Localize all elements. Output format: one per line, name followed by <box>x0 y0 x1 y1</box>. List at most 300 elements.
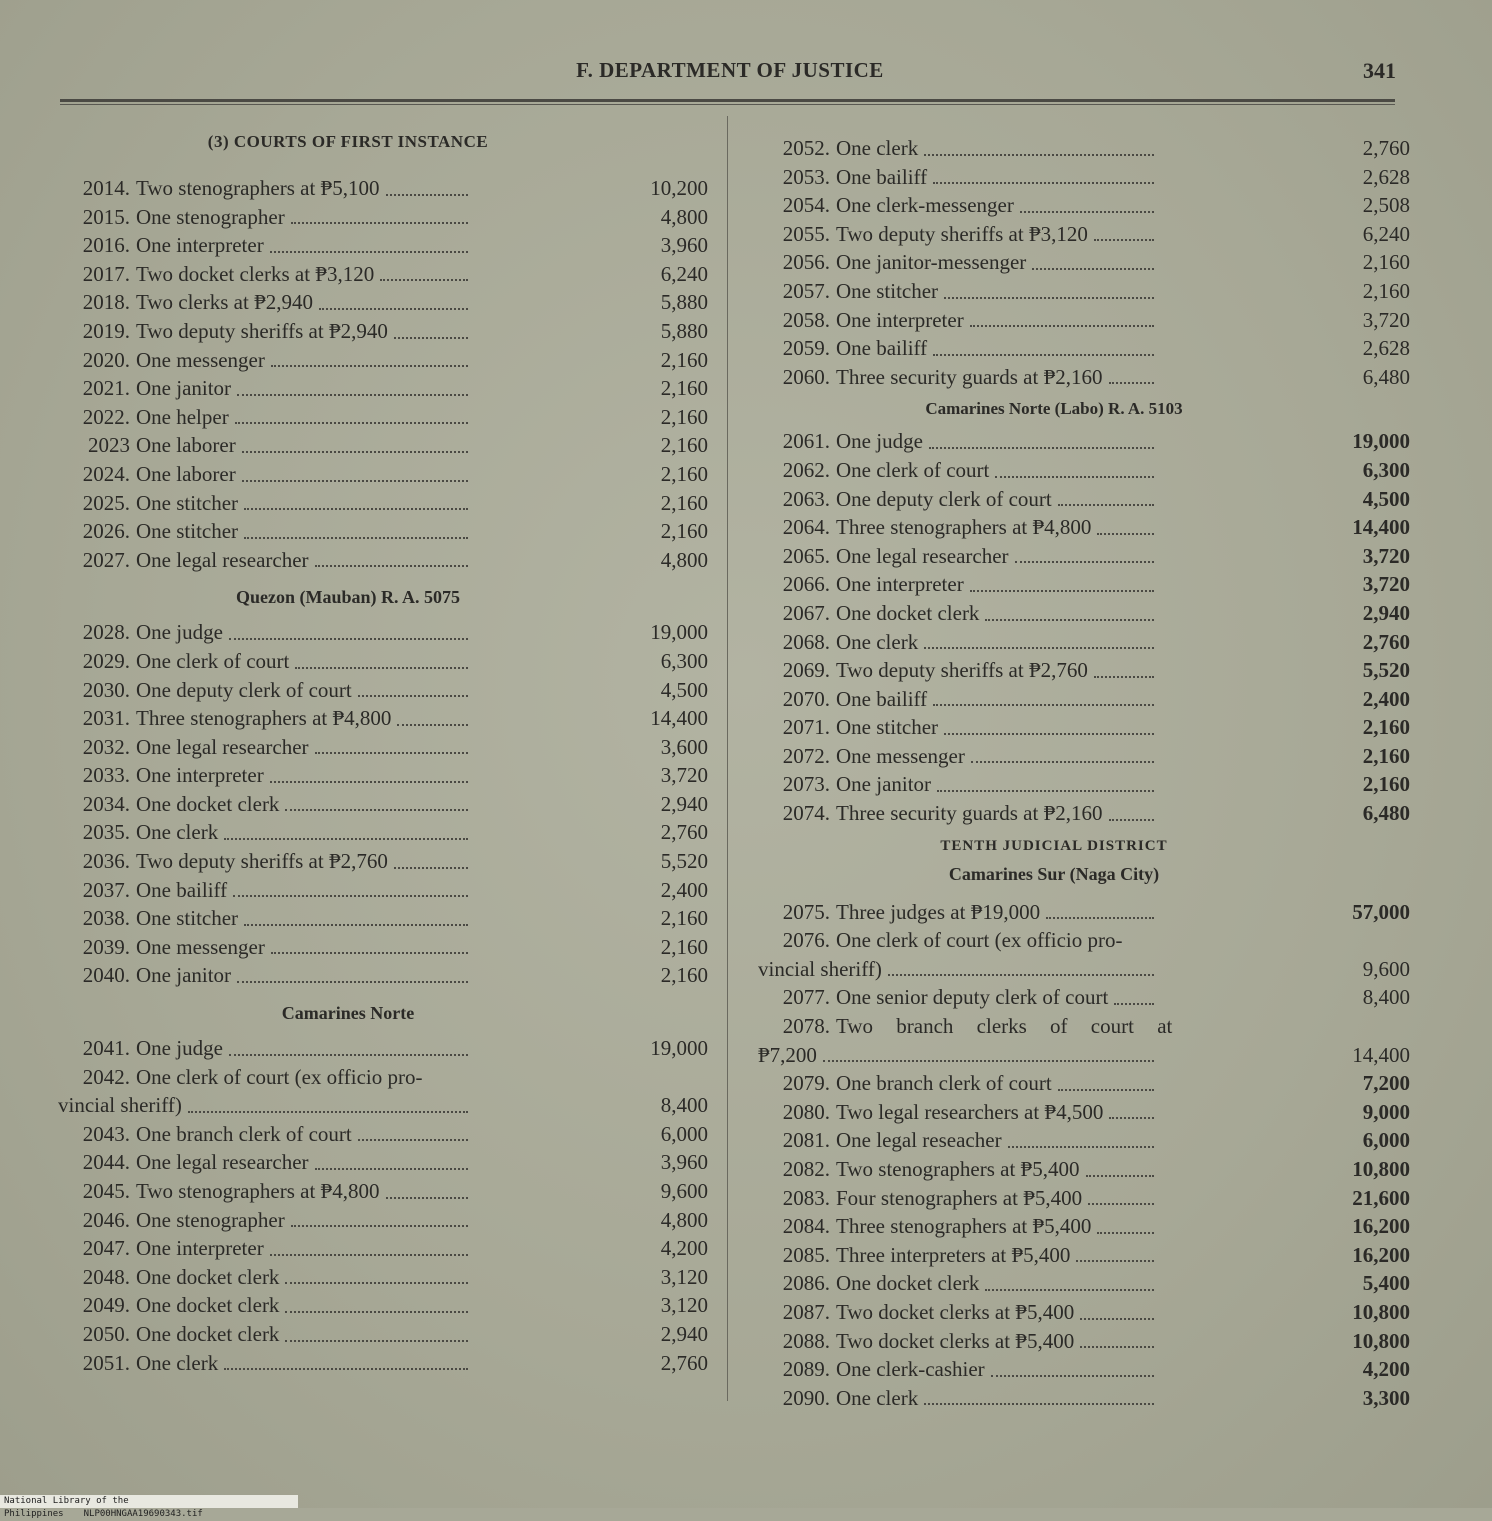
dot-leader <box>1097 532 1154 535</box>
dot-leader <box>224 1367 468 1370</box>
entry-number: 2015. <box>82 204 130 229</box>
entry-row <box>58 1177 708 1206</box>
entry-number: 2043. <box>82 1121 130 1146</box>
dot-leader <box>242 450 468 453</box>
dot-leader <box>229 1053 468 1056</box>
entry-row <box>58 260 708 289</box>
entry-description: One bailiff <box>836 686 928 711</box>
entry-row <box>758 1384 1410 1413</box>
entry-amount: 4,800 <box>660 204 708 229</box>
entry-description: Two docket clerks at ₱5,400 <box>836 1328 1075 1353</box>
entry-number: 2032. <box>82 734 130 759</box>
entry-description: One interpreter <box>136 233 264 258</box>
dot-leader <box>386 193 469 196</box>
entry-description: One clerk of court <box>836 457 990 482</box>
entry-number: 2068. <box>782 629 830 654</box>
entry-description: Three security guards at ₱2,160 <box>836 801 1103 826</box>
entry-amount: 3,960 <box>660 1150 708 1175</box>
entry-description: One stitcher <box>136 490 239 515</box>
entry-description: Three stenographers at ₱5,400 <box>836 1214 1092 1239</box>
dot-leader <box>285 808 468 811</box>
dot-leader <box>394 866 468 869</box>
entry-description: Two clerks at ₱2,940 <box>136 290 314 315</box>
dot-leader <box>991 1374 1154 1377</box>
dot-leader <box>924 153 1154 156</box>
dot-leader <box>235 421 468 424</box>
dot-leader <box>1086 1174 1155 1177</box>
entry-row <box>758 742 1410 771</box>
entry-amount: 4,200 <box>660 1236 708 1261</box>
entry-row <box>758 1155 1410 1184</box>
entry-row <box>58 1320 708 1349</box>
entry-description: One stitcher <box>836 278 939 303</box>
entry-description: One clerk-messenger <box>836 193 1014 218</box>
entry-row <box>58 847 708 876</box>
entry-amount: 3,120 <box>660 1264 708 1289</box>
subsection-heading: Camarines Norte (Labo) R. A. 5103 <box>925 399 1183 419</box>
entry-number: 2039. <box>82 934 130 959</box>
entry-amount: 4,500 <box>660 677 708 702</box>
entry-number: 2080. <box>782 1099 830 1124</box>
dot-leader <box>271 364 468 367</box>
entry-amount: 2,160 <box>1362 715 1410 740</box>
entry-row <box>758 363 1410 392</box>
entry-number: 2059. <box>782 336 830 361</box>
entry-amount: 19,000 <box>650 620 708 645</box>
entry-row <box>58 374 708 403</box>
dot-leader <box>1094 675 1154 678</box>
dot-leader <box>924 646 1154 649</box>
entry-amount: 10,800 <box>1352 1157 1410 1181</box>
entry-number: 2022. <box>82 404 130 429</box>
entry-number: 2087. <box>782 1299 830 1324</box>
dot-leader <box>291 221 468 224</box>
dot-leader <box>386 1196 469 1199</box>
entry-row <box>58 733 708 762</box>
left-column <box>58 122 708 1377</box>
entry-description: Three stenographers at ₱4,800 <box>136 706 392 731</box>
entry-number: 2084. <box>782 1214 830 1239</box>
entry-description: Two deputy sheriffs at ₱2,940 <box>136 318 388 343</box>
page-number: 341 <box>1363 58 1396 83</box>
dot-leader <box>315 1167 468 1170</box>
dot-leader <box>933 181 1154 184</box>
entry-amount: 16,200 <box>1352 1214 1410 1239</box>
entry-number: 2062. <box>782 457 830 482</box>
entry-amount: 2,940 <box>660 1321 708 1346</box>
entry-amount: 2,400 <box>660 877 708 902</box>
entry-amount: 6,300 <box>660 648 708 673</box>
entry-number: 2072. <box>782 743 830 768</box>
dot-leader <box>888 973 1154 976</box>
entry-number: 2056. <box>782 250 830 275</box>
entry-description: One clerk <box>136 820 219 845</box>
entry-description: Three stenographers at ₱4,800 <box>836 515 1092 540</box>
entry-amount: 4,800 <box>660 547 708 572</box>
entry-description: One legal researcher <box>136 1150 309 1175</box>
dot-leader <box>270 250 468 253</box>
entry-description-cont: vincial sheriff) <box>58 1093 182 1118</box>
entry-number: 2065. <box>782 543 830 568</box>
entry-number: 2042. <box>82 1064 130 1089</box>
entry-row <box>758 334 1410 363</box>
entry-description: One clerk of court (ex officio pro- <box>136 1064 423 1089</box>
entry-number: 2028. <box>82 620 130 645</box>
dot-leader <box>242 479 468 482</box>
entry-number: 2070. <box>782 686 830 711</box>
entry-row <box>58 1234 708 1263</box>
file-name: NLP00HNGAA19690343.tif <box>83 1509 203 1519</box>
entry-number: 2038. <box>82 906 130 931</box>
dot-leader <box>270 1253 468 1256</box>
entry-description: One legal researcher <box>136 547 309 572</box>
entry-row <box>58 876 708 905</box>
page-title: F. DEPARTMENT OF JUSTICE <box>576 58 884 82</box>
entry-description: One branch clerk of court <box>136 1121 352 1146</box>
dot-leader <box>1097 1231 1154 1234</box>
entry-row <box>58 517 708 546</box>
entry-description: One docket clerk <box>136 1321 280 1346</box>
entry-description: One clerk of court <box>136 648 290 673</box>
entry-description: Two branch clerks of court at <box>836 1014 1173 1039</box>
entry-row <box>58 1291 708 1320</box>
entry-description: Two stenographers at ₱4,800 <box>136 1179 380 1203</box>
entry-row <box>58 618 708 647</box>
dot-leader <box>971 760 1154 763</box>
dot-leader <box>315 751 468 754</box>
entry-number: 2051. <box>82 1350 130 1375</box>
dot-leader <box>944 732 1154 735</box>
entry-description: Two stenographers at ₱5,100 <box>136 176 380 200</box>
page-header <box>60 58 1400 90</box>
header-rule-thin <box>60 104 1395 105</box>
entry-row <box>758 220 1410 249</box>
entry-description: One messenger <box>136 934 265 959</box>
entry-amount: 2,160 <box>1362 250 1410 275</box>
entry-description: One docket clerk <box>836 600 980 625</box>
dot-leader <box>970 589 1154 592</box>
entry-description: One docket clerk <box>136 1293 280 1318</box>
entry-number: 2076. <box>782 928 830 953</box>
dot-leader <box>1109 381 1154 384</box>
entry-description: One legal researcher <box>136 734 309 759</box>
dot-leader <box>944 296 1154 299</box>
entry-description: One senior deputy clerk of court <box>836 985 1109 1010</box>
subsection-heading: Camarines Norte <box>281 1003 415 1024</box>
entry-amount: 2,160 <box>1362 743 1410 768</box>
entry-description-cont: vincial sheriff) <box>758 956 882 981</box>
entry-amount: 2,628 <box>1362 336 1410 361</box>
entry-row <box>758 248 1410 277</box>
dot-leader <box>358 694 468 697</box>
column-divider <box>727 116 728 1401</box>
entry-amount: 2,160 <box>660 963 708 988</box>
entry-amount: 2,760 <box>660 820 708 845</box>
dot-leader <box>270 780 468 783</box>
dot-leader <box>995 475 1154 478</box>
entry-description: One helper <box>136 404 229 429</box>
entry-number: 2073. <box>782 772 830 797</box>
entry-number: 2025. <box>82 490 130 515</box>
subsection-heading: Camarines Sur (Naga City) <box>948 863 1160 884</box>
entry-amount: 8,400 <box>1362 985 1410 1010</box>
entry-number: 2041. <box>82 1036 130 1061</box>
entry-number: 2020. <box>82 347 130 372</box>
entry-number: 2046. <box>82 1207 130 1232</box>
entry-description: One interpreter <box>136 1236 264 1261</box>
dot-leader <box>237 393 468 396</box>
entry-description: One stitcher <box>136 906 239 931</box>
entry-description: One bailiff <box>836 164 928 189</box>
entry-row <box>758 570 1410 599</box>
dot-leader <box>291 1224 468 1227</box>
entry-amount: 2,160 <box>660 490 708 515</box>
entry-number: 2021. <box>82 376 130 401</box>
dot-leader <box>285 1339 468 1342</box>
dot-leader <box>244 507 468 510</box>
entry-amount: 19,000 <box>650 1036 708 1061</box>
entry-amount: 2,760 <box>1362 629 1410 654</box>
entry-amount: 9,600 <box>1362 956 1410 981</box>
entry-row <box>58 1148 708 1177</box>
entry-description: Two deputy sheriffs at ₱2,760 <box>136 849 388 874</box>
entry-amount: 2,760 <box>660 1350 708 1375</box>
dot-leader <box>823 1059 1154 1062</box>
entry-list <box>58 1120 708 1377</box>
dot-leader <box>1020 210 1154 213</box>
entry-description: One stenographer <box>136 1207 285 1232</box>
entry-row <box>758 770 1410 799</box>
entry-description: Three security guards at ₱2,160 <box>836 364 1103 389</box>
entry-description: Three interpreters at ₱5,400 <box>836 1242 1071 1267</box>
dot-leader <box>1088 1202 1154 1205</box>
entry-description: One bailiff <box>836 336 928 361</box>
entry-row <box>758 713 1410 742</box>
entry-amount: 8,400 <box>660 1093 708 1118</box>
entry-amount: 4,500 <box>1362 486 1410 511</box>
entry-number: 2061. <box>782 429 830 454</box>
entry-row <box>58 961 708 990</box>
entry-description: One clerk <box>836 629 919 654</box>
entry-list <box>758 134 1410 391</box>
entry-number: 2050. <box>82 1321 130 1346</box>
entry-number: 2031. <box>82 706 130 731</box>
library-credit: National Library of the Philippines <box>4 1496 129 1519</box>
entry-number: 2029. <box>82 648 130 673</box>
entry-description: One docket clerk <box>136 1264 280 1289</box>
entry-number: 2034. <box>82 791 130 816</box>
dot-leader <box>1046 916 1154 919</box>
entry-row <box>758 134 1410 163</box>
entry-description: One stitcher <box>836 715 939 740</box>
entry-description: One janitor <box>136 963 232 988</box>
dot-leader <box>929 446 1154 449</box>
entry-description: One stenographer <box>136 204 285 229</box>
entry-list <box>58 174 708 574</box>
entry-amount: 14,400 <box>650 706 708 731</box>
entry-description: One deputy clerk of court <box>136 677 352 702</box>
entry-number: 2075. <box>782 899 830 924</box>
entry-amount: 2,160 <box>660 347 708 372</box>
entry-description: One laborer <box>136 461 236 486</box>
dot-leader <box>1094 238 1154 241</box>
dot-leader <box>244 923 468 926</box>
dot-leader <box>985 618 1154 621</box>
dot-leader <box>924 1402 1154 1405</box>
entry-description: One judge <box>136 620 223 645</box>
dot-leader <box>937 789 1154 792</box>
dot-leader <box>358 1138 468 1141</box>
entry-amount: 2,400 <box>1362 686 1410 711</box>
entry-amount: 5,400 <box>1362 1271 1410 1296</box>
entry-number: 2027. <box>82 547 130 572</box>
entry-row <box>58 489 708 518</box>
entry-number: 2014. <box>82 176 130 200</box>
multiline-entry <box>758 1012 1410 1069</box>
entry-description: One interpreter <box>836 307 964 332</box>
entry-number: 2085. <box>782 1242 830 1267</box>
entry-amount: 16,200 <box>1352 1242 1410 1267</box>
dot-leader <box>1109 818 1154 821</box>
entry-amount: 14,400 <box>1352 515 1410 540</box>
entry-row <box>758 485 1410 514</box>
dot-leader <box>1032 267 1154 270</box>
entry-description: One janitor <box>836 772 932 797</box>
entry-row <box>758 656 1410 685</box>
dot-leader <box>985 1288 1154 1291</box>
entry-description: Three judges at ₱19,000 <box>836 899 1041 924</box>
entry-description: One clerk <box>836 1385 919 1410</box>
entry-list <box>758 427 1410 827</box>
dot-leader <box>1080 1317 1154 1320</box>
entry-description: One legal researcher <box>836 543 1009 568</box>
entry-number: 2033. <box>82 763 130 788</box>
entry-description: Two stenographers at ₱5,400 <box>836 1157 1080 1181</box>
entry-number: 2078. <box>782 1014 830 1039</box>
entry-row <box>58 403 708 432</box>
entry-number: 2069. <box>782 658 830 683</box>
entry-row <box>758 983 1410 1012</box>
entry-description: Two legal researchers at ₱4,500 <box>836 1099 1104 1124</box>
dot-leader <box>224 837 468 840</box>
entry-row <box>58 647 708 676</box>
entry-number: 2017. <box>82 261 130 286</box>
district-title: TENTH JUDICIAL DISTRICT <box>940 837 1168 854</box>
entry-row <box>58 790 708 819</box>
entry-amount: 5,520 <box>1362 658 1410 683</box>
dot-leader <box>188 1110 468 1113</box>
dot-leader <box>295 666 468 669</box>
entry-number: 2055. <box>782 221 830 246</box>
entry-number: 2016. <box>82 233 130 258</box>
entry-number: 2067. <box>782 600 830 625</box>
entry-number: 2036. <box>82 849 130 874</box>
entry-number: 2079. <box>782 1071 830 1096</box>
entry-row <box>758 1126 1410 1155</box>
entry-number: 2026. <box>82 519 130 544</box>
dot-leader <box>1058 1088 1154 1091</box>
entry-description: One interpreter <box>836 572 964 597</box>
entry-amount: 3,720 <box>660 763 708 788</box>
entry-number: 2057. <box>782 278 830 303</box>
entry-row <box>758 163 1410 192</box>
entry-row <box>58 346 708 375</box>
dot-leader <box>1008 1145 1154 1148</box>
entry-number: 2047. <box>82 1236 130 1261</box>
entry-row <box>58 1349 708 1378</box>
entry-amount: 2,160 <box>660 519 708 544</box>
entry-description: One branch clerk of court <box>836 1071 1052 1096</box>
entry-number: 2040. <box>82 963 130 988</box>
entry-amount: 10,800 <box>1352 1328 1410 1353</box>
entry-row <box>758 799 1410 828</box>
multiline-entry <box>758 926 1410 983</box>
entry-row <box>58 203 708 232</box>
entry-number: 2074. <box>782 801 830 826</box>
dot-leader <box>229 637 468 640</box>
entry-row <box>758 1355 1410 1384</box>
dot-leader <box>1015 560 1154 563</box>
entry-description: One messenger <box>136 347 265 372</box>
entry-row <box>758 628 1410 657</box>
entry-number: 2018. <box>82 290 130 315</box>
entry-description: One clerk-cashier <box>836 1357 985 1382</box>
entry-row <box>758 1212 1410 1241</box>
dot-leader <box>285 1310 468 1313</box>
entry-row <box>58 904 708 933</box>
entry-row <box>758 277 1410 306</box>
entry-row <box>58 288 708 317</box>
entry-amount: 6,480 <box>1362 364 1410 389</box>
entry-number: 2053. <box>782 164 830 189</box>
entry-number: 2090. <box>782 1385 830 1410</box>
entry-row <box>58 676 708 705</box>
entry-description: Two docket clerks at ₱5,400 <box>836 1299 1075 1324</box>
entry-amount: 6,000 <box>660 1121 708 1146</box>
entry-row <box>58 818 708 847</box>
entry-description: One clerk <box>136 1350 219 1375</box>
entry-row <box>758 1184 1410 1213</box>
entry-row <box>758 1298 1410 1327</box>
entry-row <box>758 1327 1410 1356</box>
dot-leader <box>271 951 468 954</box>
entry-row <box>758 191 1410 220</box>
entry-row <box>758 599 1410 628</box>
entry-description: Two docket clerks at ₱3,120 <box>136 261 375 286</box>
entry-row <box>758 1269 1410 1298</box>
entry-amount: 2,160 <box>660 461 708 486</box>
dot-leader <box>1109 1116 1154 1119</box>
entry-number: 2044. <box>82 1150 130 1175</box>
entry-amount: 2,160 <box>660 906 708 931</box>
entry-number: 2048. <box>82 1264 130 1289</box>
entry-row <box>758 685 1410 714</box>
entry-number: 2089. <box>782 1357 830 1382</box>
right-column <box>758 134 1410 1412</box>
multiline-entry <box>58 1063 708 1120</box>
entry-description-cont: ₱7,200 <box>758 1042 817 1067</box>
entry-row <box>758 542 1410 571</box>
entry-amount: 5,520 <box>660 849 708 874</box>
entry-amount: 6,000 <box>1362 1128 1410 1153</box>
entry-number: 2071. <box>782 715 830 740</box>
entry-amount: 4,200 <box>1362 1357 1410 1382</box>
entry-description: One messenger <box>836 743 965 768</box>
entry-list <box>58 618 708 990</box>
entry-list <box>758 1069 1410 1412</box>
entry-description: One janitor <box>136 376 232 401</box>
entry-amount: 57,000 <box>1352 899 1410 924</box>
